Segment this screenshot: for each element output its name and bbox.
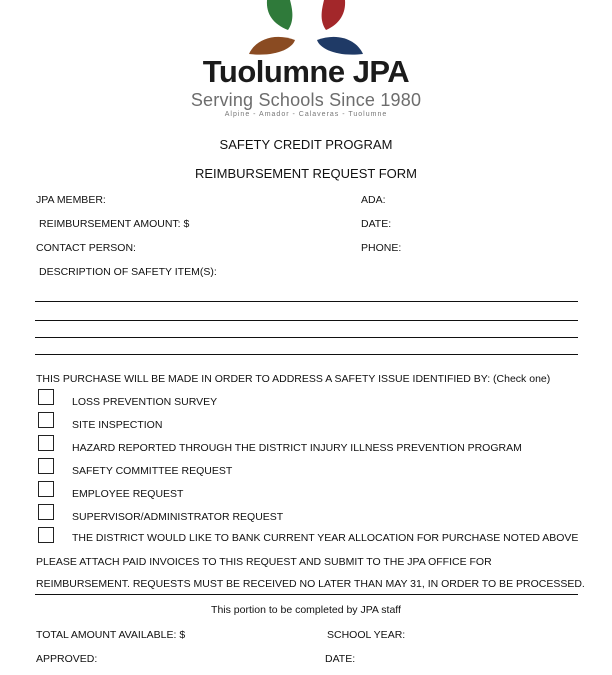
program-title: SAFETY CREDIT PROGRAM — [219, 137, 393, 152]
logo-leaf-brown — [249, 37, 295, 55]
date-label: DATE: — [361, 218, 392, 230]
jpa-member-label: JPA MEMBER: — [36, 194, 106, 206]
section-divider — [35, 594, 578, 595]
ada-label: ADA: — [361, 194, 386, 206]
purchase-prompt: THIS PURCHASE WILL BE MADE IN ORDER TO ADDRESS A SAFETY ISSUE IDENTIFIED BY: (Check one) — [36, 373, 551, 385]
checkbox-hazard-reported[interactable] — [38, 435, 54, 451]
option-label: EMPLOYEE REQUEST — [72, 488, 184, 500]
description-label: DESCRIPTION OF SAFETY ITEM(S): — [39, 266, 217, 278]
option-label: SUPERVISOR/ADMINISTRATOR REQUEST — [72, 511, 284, 523]
checkbox-bank-allocation[interactable] — [38, 527, 54, 543]
instructions-line-1: PLEASE ATTACH PAID INVOICES TO THIS REQUEST AND SUBMIT TO THE JPA OFFICE FOR — [36, 556, 492, 568]
checkbox-loss-prevention-survey[interactable] — [38, 389, 54, 405]
checkbox-supervisor-request[interactable] — [38, 504, 54, 520]
checkbox-site-inspection[interactable] — [38, 412, 54, 428]
logo-leaf-green — [267, 0, 292, 30]
option-label: HAZARD REPORTED THROUGH THE DISTRICT INJURY ILLNESS PREVENTION PROGRAM — [72, 442, 522, 454]
checkbox-safety-committee[interactable] — [38, 458, 54, 474]
description-line-1[interactable] — [35, 301, 578, 302]
description-line-4[interactable] — [35, 354, 578, 355]
staff-date-label: DATE: — [325, 653, 356, 665]
logo-name: Tuolumne JPA — [202, 54, 410, 89]
approved-label: APPROVED: — [36, 653, 98, 665]
school-year-label: SCHOOL YEAR: — [327, 629, 406, 641]
description-line-2[interactable] — [35, 320, 578, 321]
instructions-line-2: REIMBURSEMENT. REQUESTS MUST BE RECEIVED NO LATER THAN MAY 31, IN ORDER TO BE PROCESSED. — [36, 578, 585, 590]
logo-leaf-navy — [317, 37, 363, 55]
option-label: THE DISTRICT WOULD LIKE TO BANK CURRENT YEAR ALLOCATION FOR PURCHASE NOTED ABOVE — [72, 532, 579, 544]
total-available-label: TOTAL AMOUNT AVAILABLE: $ — [36, 629, 186, 641]
staff-note: This portion to be completed by JPA staff — [211, 604, 401, 616]
form-title: REIMBURSEMENT REQUEST FORM — [195, 166, 417, 181]
description-line-3[interactable] — [35, 337, 578, 338]
reimbursement-amount-label: REIMBURSEMENT AMOUNT: $ — [39, 218, 190, 230]
tuolumne-jpa-logo — [240, 0, 372, 56]
contact-person-label: CONTACT PERSON: — [36, 242, 136, 254]
option-label: LOSS PREVENTION SURVEY — [72, 396, 218, 408]
option-label: SAFETY COMMITTEE REQUEST — [72, 465, 233, 477]
logo-leaf-red — [322, 0, 345, 30]
logo-counties: Alpine - Amador - Calaveras - Tuolumne — [224, 111, 388, 118]
logo-tagline: Serving Schools Since 1980 — [190, 90, 422, 110]
checkbox-employee-request[interactable] — [38, 481, 54, 497]
option-label: SITE INSPECTION — [72, 419, 163, 431]
phone-label: PHONE: — [361, 242, 402, 254]
